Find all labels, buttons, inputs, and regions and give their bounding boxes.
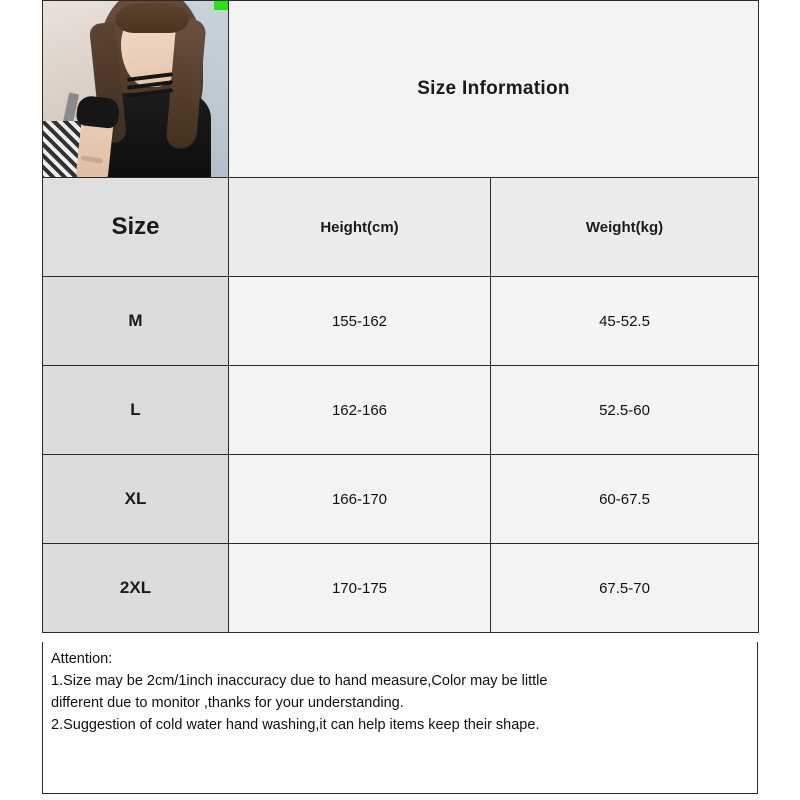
cell-height: 170-175 [229, 544, 491, 633]
attention-line-1: 1.Size may be 2cm/1inch inaccuracy due to hand measure,Color may be little [51, 673, 548, 690]
table-row [43, 455, 759, 544]
cell-height: 162-166 [229, 366, 491, 455]
cell-size: L [43, 366, 229, 455]
model-photo [43, 1, 228, 177]
attention-note [42, 642, 758, 794]
cell-weight: 45-52.5 [491, 277, 759, 366]
cell-height: 155-162 [229, 277, 491, 366]
cell-weight: 67.5-70 [491, 544, 759, 633]
cell-size: 2XL [43, 544, 229, 633]
attention-line-3: 2.Suggestion of cold water hand washing,it can help items keep their shape. [51, 717, 540, 734]
column-header-size: Size [43, 178, 229, 277]
attention-title: Attention: [51, 651, 113, 667]
green-corner-marker-icon [214, 1, 228, 10]
table-row [43, 277, 759, 366]
cell-height: 166-170 [229, 455, 491, 544]
cell-size: M [43, 277, 229, 366]
hair-fringe [115, 3, 189, 33]
table-header-row [43, 178, 759, 277]
sleeve [76, 95, 121, 129]
attention-line-2: different due to monitor ,thanks for your understanding. [51, 695, 404, 712]
page-title: Size Information [229, 1, 759, 178]
table-top-band [43, 1, 759, 178]
column-header-height: Height(cm) [229, 178, 491, 277]
size-information-table [42, 0, 759, 633]
column-header-weight: Weight(kg) [491, 178, 759, 277]
table-row [43, 366, 759, 455]
cell-weight: 52.5-60 [491, 366, 759, 455]
cell-size: XL [43, 455, 229, 544]
table-row [43, 544, 759, 633]
product-photo-cell [43, 1, 229, 178]
cell-weight: 60-67.5 [491, 455, 759, 544]
